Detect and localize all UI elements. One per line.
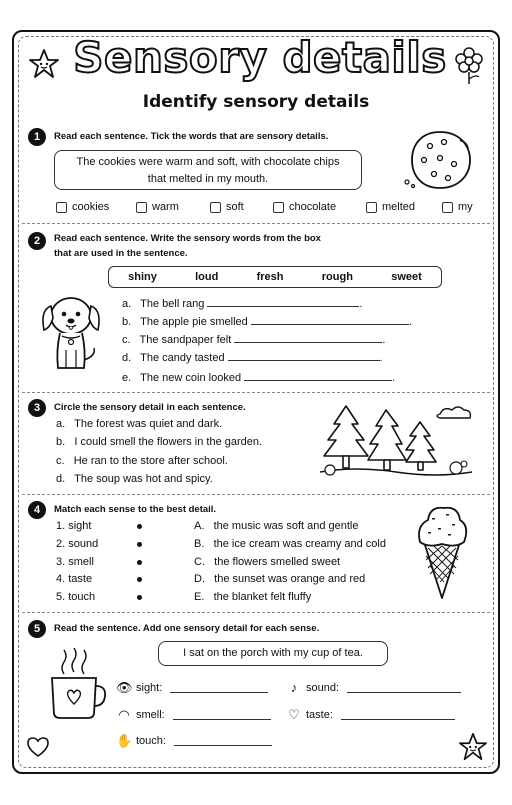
checkbox-label: chocolate — [289, 201, 337, 213]
star-icon — [28, 48, 60, 80]
word-bank-item: loud — [195, 271, 219, 283]
section-instruction: that are used in the sentence. — [54, 248, 188, 259]
answer-blank[interactable] — [234, 333, 382, 343]
sense-item: 1. sight — [56, 520, 92, 532]
checkbox-option[interactable] — [56, 201, 109, 213]
checkbox-label: warm — [152, 201, 179, 213]
detail-item: B. the ice cream was creamy and cold — [194, 538, 386, 550]
section-instruction: Read each sentence. Write the sensory words from the box — [54, 233, 321, 244]
section-divider — [22, 223, 490, 224]
sense-item: 4. taste — [56, 573, 93, 585]
sentence-box: I sat on the porch with my cup of tea. — [158, 641, 388, 666]
match-dot[interactable] — [137, 577, 142, 582]
sentence-box — [54, 150, 362, 190]
sense-prompt-sound: ♪ sound: — [286, 680, 461, 695]
sense-prompt-taste: ♡ taste: — [286, 707, 455, 723]
match-dot[interactable] — [137, 560, 142, 565]
sense-prompt-touch: ✋ touch: — [116, 733, 272, 749]
detail-item: A. the music was soft and gentle — [194, 520, 359, 532]
fill-in-item: d. The candy tasted . — [122, 352, 383, 364]
section-instruction: Circle the sensory detail in each sentence. — [54, 402, 246, 413]
page-title: Sensory details — [73, 33, 447, 82]
answer-blank[interactable] — [341, 710, 455, 720]
answer-blank[interactable] — [251, 315, 409, 325]
sentence-line: The cookies were warm and soft, with chocolate chips — [76, 156, 340, 168]
nose-icon: ◠ — [118, 707, 130, 722]
word-bank-item: sweet — [391, 271, 422, 283]
section-instruction: Read the sentence. Add one sensory detail for each sense. — [54, 623, 320, 634]
sentence-item: b. I could smell the flowers in the garden. — [56, 436, 263, 448]
word-bank-item: fresh — [256, 271, 284, 283]
section-instruction: Match each sense to the best detail. — [54, 504, 217, 515]
sense-prompt-sight: 👁 sight: — [116, 680, 268, 696]
page-subtitle: Identify sensory details — [142, 92, 370, 112]
sense-item: 2. sound — [56, 538, 99, 550]
sentence-line: that melted in my mouth. — [147, 173, 269, 185]
section-number: 5 — [28, 620, 46, 638]
section-divider — [22, 612, 490, 613]
section-divider — [22, 392, 490, 393]
fill-in-item: e. The new coin looked . — [122, 372, 396, 384]
answer-blank[interactable] — [170, 683, 268, 693]
detail-item: C. the flowers smelled sweet — [194, 556, 341, 568]
answer-blank[interactable] — [207, 297, 359, 307]
checkbox-label: my — [458, 201, 473, 213]
checkbox[interactable] — [273, 202, 284, 213]
answer-blank[interactable] — [244, 371, 392, 381]
match-dot[interactable] — [137, 595, 142, 600]
puppy-icon — [36, 290, 106, 376]
checkbox[interactable] — [210, 202, 221, 213]
checkbox-option[interactable] — [273, 201, 336, 213]
checkbox[interactable] — [56, 202, 67, 213]
fill-in-item: a. The bell rang . — [122, 298, 363, 310]
tongue-icon: ♡ — [288, 707, 300, 722]
hand-icon: ✋ — [116, 733, 133, 748]
heart-icon — [26, 736, 50, 758]
match-dot[interactable] — [137, 524, 142, 529]
sentence-item: c. He ran to the store after school. — [56, 455, 228, 467]
section-number: 1 — [28, 128, 46, 146]
checkbox[interactable] — [442, 202, 453, 213]
sentence-item: a. The forest was quiet and dark. — [56, 418, 223, 430]
checkbox[interactable] — [136, 202, 147, 213]
sense-prompt-smell: ◠ smell: — [116, 707, 271, 723]
tea-cup-icon — [46, 646, 108, 722]
section-divider — [22, 494, 490, 495]
checkbox-label: melted — [382, 201, 416, 213]
answer-blank[interactable] — [174, 736, 272, 746]
word-bank-item: rough — [321, 271, 353, 283]
cookie-icon — [400, 128, 480, 194]
checkbox-option[interactable] — [136, 201, 179, 213]
forest-icon — [316, 400, 476, 488]
section-number: 4 — [28, 501, 46, 519]
eye-icon: 👁 — [116, 680, 133, 695]
fill-in-item: c. The sandpaper felt . — [122, 334, 386, 346]
sense-item: 5. touch — [56, 591, 96, 603]
ice-cream-icon — [412, 502, 472, 602]
word-bank — [108, 266, 442, 288]
sense-item: 3. smell — [56, 556, 94, 568]
checkbox-label: cookies — [72, 201, 110, 213]
checkbox[interactable] — [366, 202, 377, 213]
fill-in-item: b. The apple pie smelled . — [122, 316, 412, 328]
answer-blank[interactable] — [347, 683, 461, 693]
sentence-item: d. The soup was hot and spicy. — [56, 473, 213, 485]
section-number: 2 — [28, 232, 46, 250]
checkbox-option[interactable] — [210, 201, 244, 213]
star-icon — [458, 732, 488, 762]
section-instruction: Read each sentence. Tick the words that are sensory details. — [54, 131, 329, 142]
word-bank-item: shiny — [128, 271, 157, 283]
answer-blank[interactable] — [173, 710, 271, 720]
checkbox-option[interactable] — [442, 201, 473, 213]
match-dot[interactable] — [137, 542, 142, 547]
section-number: 3 — [28, 399, 46, 417]
ear-icon: ♪ — [290, 680, 298, 695]
detail-item: E. the blanket felt fluffy — [194, 591, 312, 603]
answer-blank[interactable] — [228, 351, 380, 361]
checkbox-label: soft — [226, 201, 244, 213]
checkbox-option[interactable] — [366, 201, 415, 213]
detail-item: D. the sunset was orange and red — [194, 573, 366, 585]
